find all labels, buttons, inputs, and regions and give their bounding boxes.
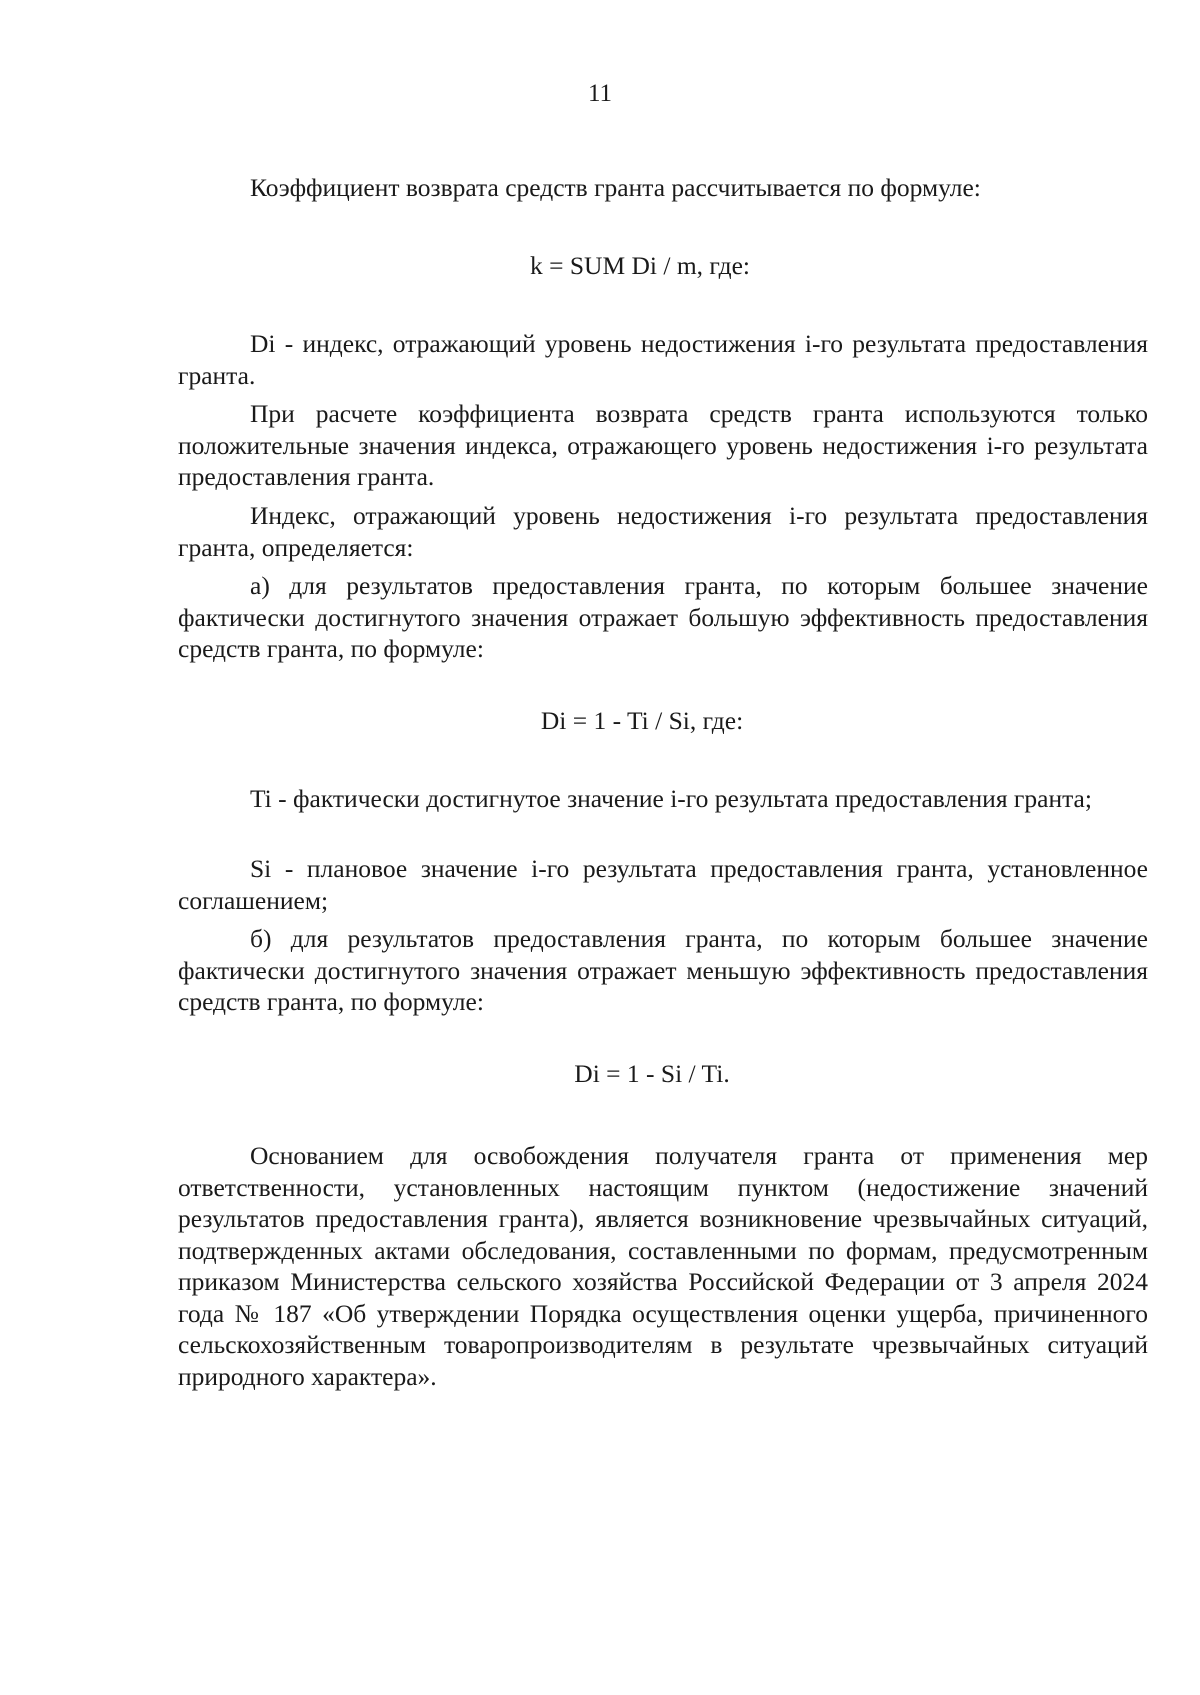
paragraph-positive-values: При расчете коэффициента возврата средств гранта используются только положительные значения индекса, отражающего уровень недостижения i-го результата предоставления гранта.	[178, 399, 1148, 491]
formula-di-case-b: Di = 1 - Si / Ti.	[574, 1059, 730, 1088]
formula-di-case-a: Di = 1 - Ti / Si, где:	[540, 706, 744, 735]
formula-coefficient: k = SUM Di / m, где:	[529, 251, 750, 280]
paragraph-index-determined: Индекс, отражающий уровень недостижения i-го результата предоставления гранта, определяется:	[178, 501, 1148, 562]
paragraph-ti-definition: Ti - фактически достигнутое значение i-го результата предоставления гранта;	[250, 784, 1092, 813]
paragraph-si-definition: Si - плановое значение i-го результата предоставления гранта, установленное соглашением;	[178, 854, 1148, 915]
paragraph-exemption-grounds: Основанием для освобождения получателя гранта от применения мер ответственности, установленных настоящим пунктом (недостижение значений результатов предоставления гранта), является возникновение чрезвычайных ситуаций, подтвержденных актами обследования, составленными по формам, предусмотренным приказом Министерства сельского хозяйства Российской Федерации от 3 апреля 2024 года № 187 «Об утверждении Порядка осуществления оценки ущерба, причиненного сельскохозяйственным товаропроизводителям в результате чрезвычайных ситуаций природного характера».	[178, 1141, 1148, 1391]
paragraph-case-a: а) для результатов предоставления гранта, по которым большее значение фактически достигнутого значения отражает большую эффективность предоставления средств гранта, по формуле:	[178, 571, 1148, 663]
page-number: 11	[587, 80, 613, 107]
paragraph-case-b: б) для результатов предоставления гранта, по которым большее значение фактически достигнутого значения отражает меньшую эффективность предоставления средств гранта, по формуле:	[178, 924, 1148, 1016]
paragraph-coefficient-intro: Коэффициент возврата средств гранта рассчитывается по формуле:	[250, 173, 981, 202]
paragraph-di-definition: Di - индекс, отражающий уровень недостижения i-го результата предоставления гранта.	[178, 329, 1148, 390]
